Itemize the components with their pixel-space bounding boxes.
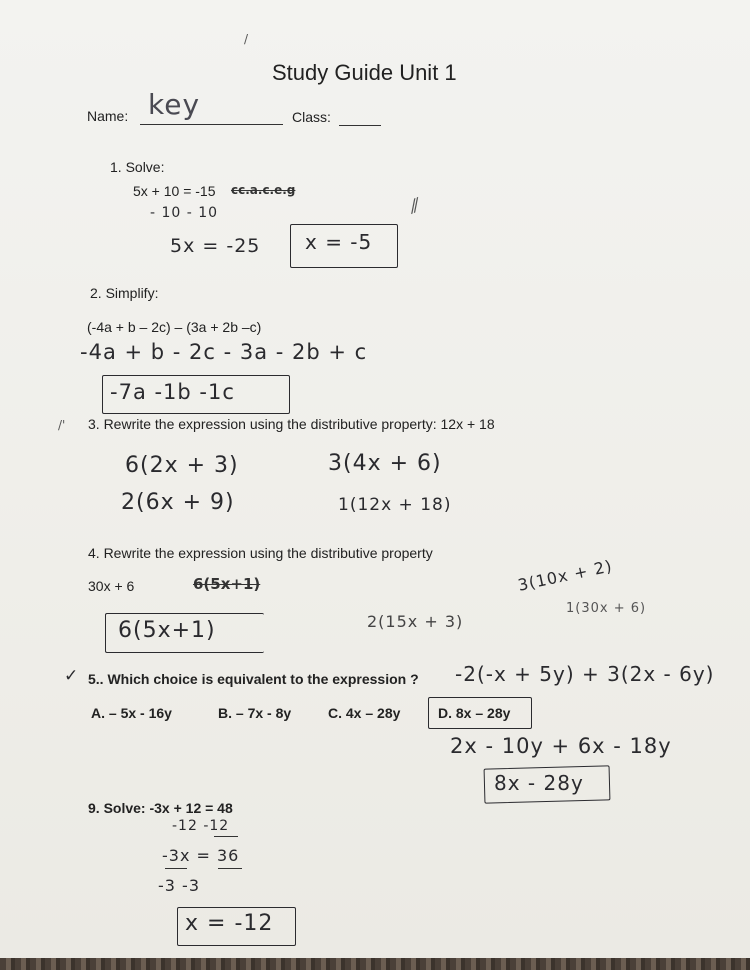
q1-work-2: 5x = -25 (170, 235, 261, 257)
q5-choice-a: A. – 5x - 16y (91, 705, 172, 721)
pen-mark-q3: /' (58, 418, 66, 432)
q1-pen-mark: ⁄⁄ (408, 195, 422, 218)
q1-crossed-out: cc.a.c.e.g (231, 183, 296, 197)
q1-prompt: 1. Solve: (110, 159, 165, 175)
q5-answer: 8x - 28y (494, 771, 584, 795)
q9-work-2: -3x = 36 (162, 846, 240, 865)
q5-check-mark: ✓ (64, 666, 80, 686)
table-surface (0, 958, 750, 970)
q3-option-2: 3(4x + 6) (328, 451, 442, 476)
q9-answer: x = -12 (185, 911, 274, 936)
q5-choice-c: C. 4x – 28y (328, 705, 401, 721)
q2-prompt: 2. Simplify: (90, 285, 159, 301)
class-line (339, 125, 381, 126)
q4-option-2: 2(15x + 3) (367, 612, 464, 631)
q2-answer: -7a -1b -1c (110, 380, 235, 404)
q3-option-4: 1(12x + 18) (338, 495, 452, 515)
pen-mark: / (244, 32, 249, 46)
class-label: Class: (292, 109, 331, 125)
q9-work-3: -3 -3 (158, 876, 200, 895)
q9-prompt: 9. Solve: -3x + 12 = 48 (88, 800, 233, 816)
q3-option-3: 2(6x + 9) (121, 490, 235, 515)
q5-work: 2x - 10y + 6x - 18y (450, 734, 672, 758)
q1-answer: x = -5 (305, 230, 373, 254)
q3-prompt: 3. Rewrite the expression using the distributive property: 12x + 18 (88, 416, 495, 432)
page-title: Study Guide Unit 1 (272, 60, 457, 85)
q1-work-1: - 10 - 10 (150, 205, 219, 221)
q4-prompt: 4. Rewrite the expression using the distributive property (88, 545, 433, 561)
name-line (140, 124, 283, 125)
q5-choice-b: B. – 7x - 8y (218, 705, 292, 721)
q9-work-line-2 (165, 868, 187, 869)
q4-option-3: 3(10x + 2) (516, 556, 615, 595)
q2-work: -4a + b - 2c - 3a - 2b + c (80, 340, 368, 364)
q9-work-1: -12 -12 (172, 818, 230, 834)
q5-expression: -2(-x + 5y) + 3(2x - 6y) (455, 662, 715, 686)
q4-expression: 30x + 6 (88, 578, 135, 594)
q9-work-line-3 (218, 868, 242, 869)
q5-prompt: 5.. Which choice is equivalent to the expression ? (88, 671, 419, 687)
q5-choice-d: D. 8x – 28y (438, 705, 511, 721)
q4-crossed-out: 6(5x+1) (193, 575, 261, 593)
name-label: Name: (87, 108, 129, 124)
q1-equation: 5x + 10 = -15 (133, 183, 216, 199)
name-value: key (148, 88, 201, 121)
q3-option-1: 6(2x + 3) (125, 453, 239, 478)
q2-expression: (-4a + b – 2c) – (3a + 2b –c) (87, 319, 262, 335)
q4-answer: 6(5x+1) (118, 618, 216, 643)
q4-option-4: 1(30x + 6) (566, 601, 647, 616)
q9-work-line-1 (214, 836, 238, 837)
